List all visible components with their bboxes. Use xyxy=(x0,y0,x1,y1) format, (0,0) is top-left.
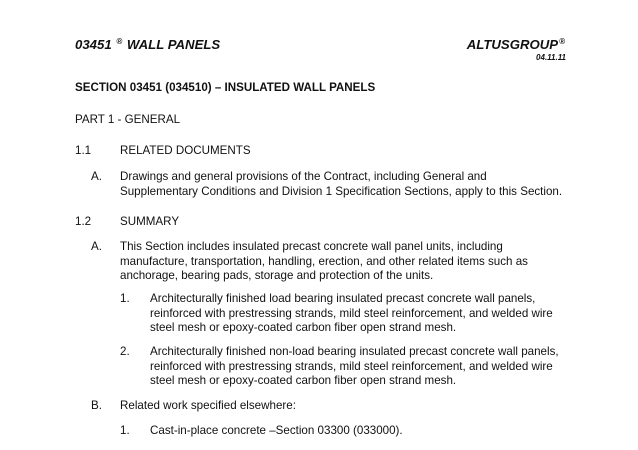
article-title: SUMMARY xyxy=(120,215,180,228)
brand-registered-mark: ® xyxy=(559,37,565,46)
text-line: reinforced with prestressing strands, mild steel reinforcement, and welded wire xyxy=(150,359,553,373)
text-line: manufacture, transportation, handling, erection, and other related items such as xyxy=(120,254,528,268)
part-heading: PART 1 - GENERAL xyxy=(75,113,181,126)
subparagraph-marker: 1. xyxy=(120,424,130,437)
document-title: WALL PANELS xyxy=(126,37,221,52)
document-header-title xyxy=(75,37,220,52)
subparagraph-text xyxy=(150,345,559,389)
registered-mark: ® xyxy=(116,37,123,46)
subparagraph-marker: 2. xyxy=(120,345,130,358)
subparagraph-text xyxy=(150,292,553,336)
text-line: Architecturally finished non-load bearing insulated precast concrete wall panels, xyxy=(150,345,559,358)
subparagraph-text: Cast-in-place concrete –Section 03300 (033000). xyxy=(150,424,403,437)
paragraph-text xyxy=(120,170,562,199)
text-line: steel mesh or epoxy-coated carbon fiber open strand mesh. xyxy=(150,374,457,388)
text-line: Drawings and general provisions of the Contract, including General and xyxy=(120,170,487,183)
document-date: 04.11.11 xyxy=(536,53,566,62)
document-number: 03451 xyxy=(75,37,112,52)
brand-logo-text xyxy=(467,37,566,52)
paragraph-marker: A. xyxy=(91,170,102,183)
article-title: RELATED DOCUMENTS xyxy=(120,144,251,157)
text-line: Architecturally finished load bearing insulated precast concrete wall panels, xyxy=(150,292,536,305)
text-line: anchorage, bearing pads, storage and protection of the units. xyxy=(120,269,434,283)
section-title: SECTION 03451 (034510) – INSULATED WALL PANELS xyxy=(75,81,376,94)
paragraph-text xyxy=(120,240,528,284)
text-line: reinforced with prestressing strands, mild steel reinforcement, and welded wire xyxy=(150,306,553,320)
paragraph-marker: A. xyxy=(91,240,102,253)
subparagraph-marker: 1. xyxy=(120,292,130,305)
article-number: 1.2 xyxy=(75,215,92,228)
brand-name: ALTUSGROUP xyxy=(466,37,559,52)
paragraph-marker: B. xyxy=(91,399,102,412)
paragraph-text: Related work specified elsewhere: xyxy=(120,399,296,412)
article-number: 1.1 xyxy=(75,144,92,157)
text-line: steel mesh or epoxy-coated carbon fiber open strand mesh. xyxy=(150,321,457,335)
text-line: This Section includes insulated precast concrete wall panel units, including xyxy=(120,240,503,253)
text-line: Supplementary Conditions and Division 1 Specification Sections, apply to this Section. xyxy=(120,184,563,198)
